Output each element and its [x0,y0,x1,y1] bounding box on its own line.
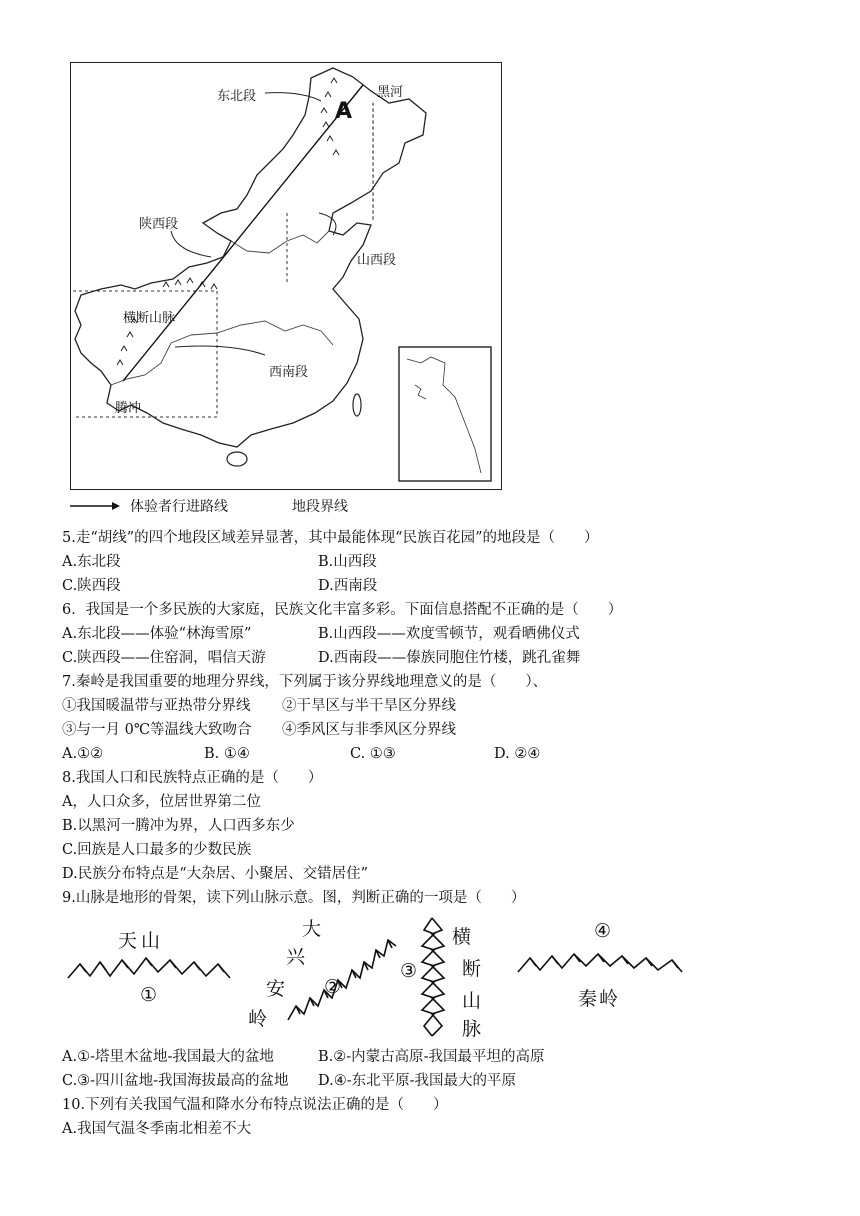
q7-option-a: A.①② [62,746,104,762]
q5-option-c: C.陕西段 [62,578,121,594]
q6-option-c: C.陕西段——住窑洞，唱信天游 [62,650,266,666]
legend-boundary-label: 地段界线 [292,499,348,515]
question-10-stem: 10.下列有关我国气温和降水分布特点说法正确的是（ ） [62,1097,448,1113]
hengduan-number: ③ [400,960,418,982]
hengduan-char-2: 断 [462,958,482,980]
china-map-figure [70,62,502,490]
q6-option-d: D.西南段——傣族同胞住竹楼，跳孔雀舞 [318,650,581,666]
q6-option-a: A.东北段——体验“林海雪原” [62,626,252,642]
map-label-heihe: 黑河 [377,85,404,100]
daxinganling-char-4: 岭 [248,1008,268,1030]
q7-statement-1: ①我国暖温带与亚热带分界线 [62,698,251,714]
map-label-tengchong: 腾冲 [115,401,142,416]
q10-option-a: A.我国气温冬季南北相差不大 [62,1121,252,1137]
qinling-number: ④ [594,920,612,942]
q7-option-b: B. ①④ [204,746,250,762]
hengduan-char-1: 横 [452,926,472,948]
q8-option-a: A，人口众多，位居世界第二位 [62,794,261,810]
legend-route-label: 体验者行进路线 [130,499,228,515]
question-7-stem: 7.秦岭是我国重要的地理分界线，下列属于该分界线地理意义的是（ ）、 [62,674,548,690]
question-9-stem: 9.山脉是地形的骨架，读下列山脉示意。图，判断正确的一项是（ ） [62,890,526,906]
q7-statement-2: ②干旱区与半干旱区分界线 [282,698,456,714]
daxinganling-char-3: 安 [266,978,286,1000]
map-label-point-a: A [335,99,353,124]
q7-option-c: C. ①③ [350,746,396,762]
map-label-hengduan: 横断山脉 [123,311,176,326]
question-6-stem: 6．我国是一个多民族的大家庭，民族文化丰富多彩。下面信息搭配不正确的是（ ） [62,602,623,618]
q7-option-d: D. ②④ [494,746,541,762]
map-label-shanxi: 山西段 [357,253,397,268]
q5-option-a: A.东北段 [62,554,121,570]
tianshan-label: 天山 [118,930,165,952]
china-map-drawing [71,63,503,491]
map-label-southwest: 西南段 [269,365,309,380]
q8-option-c: C.回族是人口最多的少数民族 [62,842,252,858]
q9-option-a: A.①-塔里木盆地-我国最大的盆地 [62,1049,274,1065]
q9-option-d: D.④-东北平原-我国最大的平原 [318,1073,517,1089]
map-label-northeast: 东北段 [217,89,257,104]
q7-statement-4: ④季风区与非季风区分界线 [282,722,456,738]
hengduan-char-3: 山 [462,990,482,1012]
q7-statement-3: ③与一月 0℃等温线大致吻合 [62,722,252,738]
q9-option-b: B.②-内蒙古高原-我国最平坦的高原 [318,1049,545,1065]
q6-option-b: B.山西段——欢度雪顿节，观看晒佛仪式 [318,626,580,642]
q5-option-b: B.山西段 [318,554,377,570]
q8-option-d: D.民族分布特点是“大杂居、小聚居、交错居住” [62,866,369,882]
question-5-stem: 5.走“胡线”的四个地段区域差异显著，其中最能体现“民族百花园”的地段是（ ） [62,530,599,546]
daxinganling-char-1: 大 [302,918,322,940]
qinling-label: 秦岭 [578,988,621,1010]
route-arrow-icon [68,500,124,512]
tianshan-number: ① [140,984,158,1006]
q9-option-c: C.③-四川盆地-我国海拔最高的盆地 [62,1073,289,1089]
map-label-shaanxi: 陕西段 [139,217,179,232]
question-8-stem: 8.我国人口和民族特点正确的是（ ） [62,770,323,786]
q5-option-d: D.西南段 [318,578,378,594]
daxinganling-char-2: 兴 [286,946,306,968]
q8-option-b: B.以黑河一腾冲为界，人口西多东少 [62,818,295,834]
mountain-figure [60,910,700,1040]
daxinganling-number: ② [324,976,342,998]
hengduan-char-4: 脉 [462,1018,482,1040]
